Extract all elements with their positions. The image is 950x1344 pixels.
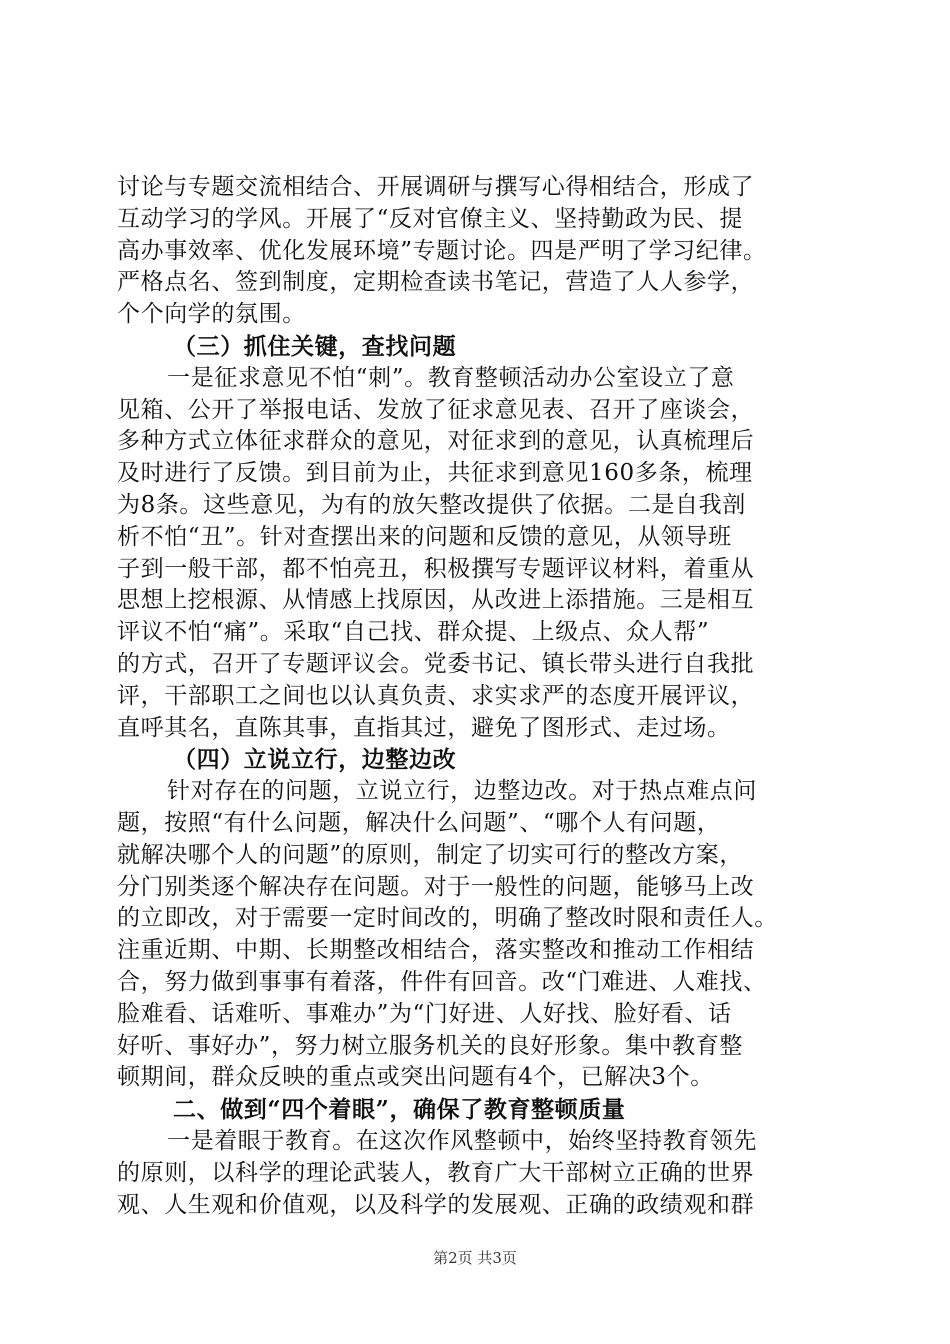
text-line: 多种方式立体征求群众的意见，对征求到的意见，认真梳理后 <box>117 428 755 455</box>
text-line: 高办事效率、优化发展环境”专题讨论。四是严明了学习纪律。 <box>117 237 767 264</box>
paragraph-first-line: 一是征求意见不怕“刺”。教育整顿活动办公室设立了意 <box>167 364 735 391</box>
section-heading: 二、做到“四个着眼”，确保了教育整顿质量 <box>173 1096 626 1124</box>
text-line: 脸难看、话难听、事难办”为“门好进、人好找、脸好看、话 <box>117 1000 732 1027</box>
page-footer: 第2页 共3页 <box>433 1249 517 1267</box>
text-line: 直呼其名，直陈其事，直指其过，避免了图形式、走过场。 <box>117 714 731 741</box>
text-line: 严格点名、签到制度，定期检查读书笔记，营造了人人参学， <box>117 269 755 296</box>
text-line: 的原则，以科学的理论武装人，教育广大干部树立正确的世界 <box>117 1159 755 1186</box>
text-line: 分门别类逐个解决存在问题。对于一般性的问题，能够马上改 <box>117 873 755 900</box>
text-line: 就解决哪个人的问题”的原则，制定了切实可行的整改方案， <box>117 841 743 868</box>
text-line: 为8条。这些意见，为有的放矢整改提供了依据。二是自我剖 <box>117 491 746 518</box>
text-line: 互动学习的学风。开展了“反对官僚主义、坚持勤政为民、提 <box>117 205 743 232</box>
paragraph-first-line: 一是着眼于教育。在这次作风整顿中，始终坚持教育领先 <box>167 1127 757 1154</box>
text-line: 个个向学的氛围。 <box>117 301 306 328</box>
text-line: 评议不怕“痛”。采取“自己找、群众提、上级点、众人帮” <box>117 619 710 646</box>
text-line: 析不怕“丑”。针对查摆出来的问题和反馈的意见，从领导班 <box>117 523 732 550</box>
text-line: 注重近期、中期、长期整改相结合，落实整改和推动工作相结 <box>117 937 755 964</box>
section-heading: （四）立说立行，边整边改 <box>173 746 457 774</box>
document-body <box>117 172 833 1221</box>
paragraph-first-line: 针对存在的问题，立说立行，边整边改。对于热点难点问 <box>167 778 757 805</box>
section-heading: （三）抓住关键，查找问题 <box>173 332 457 360</box>
text-line: 评，干部职工之间也以认真负责、求实求严的态度开展评议， <box>117 682 755 709</box>
text-line: 的方式，召开了专题评议会。党委书记、镇长带头进行自我批 <box>117 650 755 677</box>
text-line: 合，努力做到事事有着落，件件有回音。改“门难进、人难找、 <box>117 968 767 995</box>
text-line: 的立即改，对于需要一定时间改的，明确了整改时限和责任人。 <box>117 905 778 932</box>
text-line: 题，按照“有什么问题，解决什么问题”、“哪个人有问题， <box>117 809 721 836</box>
text-line: 思想上挖根源、从情感上找原因，从改进上添措施。三是相互 <box>117 587 755 614</box>
text-line: 子到一般干部，都不怕亮丑，积极撰写专题评议材料，着重从 <box>117 555 755 582</box>
text-line: 好听、事好办”，努力树立服务机关的良好形象。集中教育整 <box>117 1032 743 1059</box>
text-line: 及时进行了反馈。到目前为止，共征求到意见160多条，梳理 <box>117 460 753 487</box>
text-line: 见箱、公开了举报电话、发放了征求意见表、召开了座谈会， <box>117 396 755 423</box>
text-line: 顿期间，群众反映的重点或突出问题有4个，已解决3个。 <box>117 1064 714 1091</box>
text-line: 观、人生观和价值观，以及科学的发展观、正确的政绩观和群 <box>117 1191 755 1218</box>
text-line: 讨论与专题交流相结合、开展调研与撰写心得相结合，形成了 <box>117 174 755 200</box>
